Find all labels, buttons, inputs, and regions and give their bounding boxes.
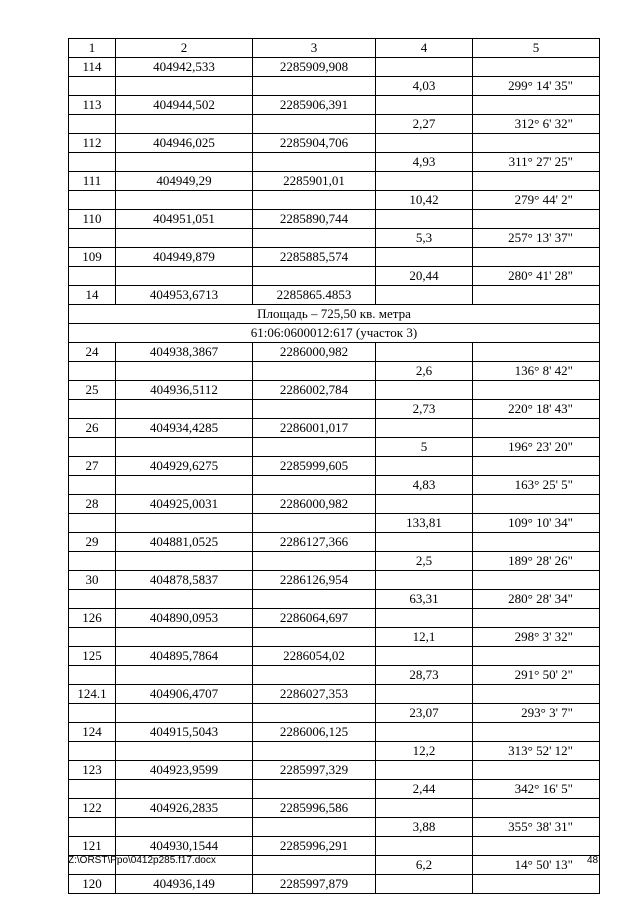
empty-cell (473, 875, 600, 894)
segment-direction-angle: 291° 50' 2" (473, 666, 600, 685)
empty-cell (116, 400, 253, 419)
empty-cell (116, 628, 253, 647)
segment-row (69, 362, 600, 381)
empty-cell (253, 818, 376, 837)
empty-cell (116, 476, 253, 495)
coordinate-x: 404923,9599 (116, 761, 253, 780)
segment-direction-angle: 313° 52' 12" (473, 742, 600, 761)
coordinate-x: 404949,29 (116, 172, 253, 191)
column-header-4: 4 (376, 39, 473, 58)
empty-cell (116, 742, 253, 761)
segment-direction-angle: 196° 23' 20" (473, 438, 600, 457)
segment-length: 10,42 (376, 191, 473, 210)
point-row (69, 723, 600, 742)
empty-cell (69, 552, 116, 571)
empty-cell (376, 172, 473, 191)
segment-row (69, 77, 600, 96)
coordinate-y: 2286002,784 (253, 381, 376, 400)
empty-cell (473, 799, 600, 818)
coordinate-x: 404936,5112 (116, 381, 253, 400)
coordinate-x: 404926,2835 (116, 799, 253, 818)
coordinate-y: 2285997,879 (253, 875, 376, 894)
point-row (69, 343, 600, 362)
empty-cell (473, 533, 600, 552)
segment-row (69, 780, 600, 799)
empty-cell (116, 153, 253, 172)
empty-cell (473, 647, 600, 666)
coordinate-x: 404881,0525 (116, 533, 253, 552)
coordinate-x: 404951,051 (116, 210, 253, 229)
coordinates-table-body (69, 39, 600, 894)
segment-direction-angle: 257° 13' 37" (473, 229, 600, 248)
segment-length: 23,07 (376, 704, 473, 723)
point-number: 24 (69, 343, 116, 362)
empty-cell (376, 609, 473, 628)
empty-cell (376, 96, 473, 115)
segment-direction-angle: 189° 28' 26" (473, 552, 600, 571)
point-number: 114 (69, 58, 116, 77)
empty-cell (253, 77, 376, 96)
point-row (69, 799, 600, 818)
segment-row (69, 400, 600, 419)
coordinate-x: 404925,0031 (116, 495, 253, 514)
empty-cell (69, 153, 116, 172)
point-number: 14 (69, 286, 116, 305)
segment-length: 2,44 (376, 780, 473, 799)
segment-length: 4,93 (376, 153, 473, 172)
point-number: 111 (69, 172, 116, 191)
empty-cell (253, 115, 376, 134)
segment-length: 28,73 (376, 666, 473, 685)
column-header-5: 5 (473, 39, 600, 58)
point-row (69, 58, 600, 77)
coordinate-y: 2286127,366 (253, 533, 376, 552)
empty-cell (253, 552, 376, 571)
empty-cell (473, 286, 600, 305)
empty-cell (376, 571, 473, 590)
coordinate-x: 404953,6713 (116, 286, 253, 305)
coordinate-y: 2286001,017 (253, 419, 376, 438)
empty-cell (253, 628, 376, 647)
empty-cell (253, 191, 376, 210)
empty-cell (253, 362, 376, 381)
coordinate-x: 404890,0953 (116, 609, 253, 628)
segment-length: 4,83 (376, 476, 473, 495)
empty-cell (253, 438, 376, 457)
empty-cell (69, 818, 116, 837)
coordinate-y: 2286000,982 (253, 495, 376, 514)
coordinate-y: 2285999,605 (253, 457, 376, 476)
segment-length: 4,03 (376, 77, 473, 96)
segment-length: 63,31 (376, 590, 473, 609)
segment-length: 2,27 (376, 115, 473, 134)
segment-length: 6,2 (376, 856, 473, 875)
coordinate-x: 404915,5043 (116, 723, 253, 742)
point-row (69, 761, 600, 780)
empty-cell (116, 115, 253, 134)
table-header-row (69, 39, 600, 58)
empty-cell (376, 248, 473, 267)
empty-cell (116, 267, 253, 286)
section-heading-row (69, 324, 600, 343)
segment-row (69, 704, 600, 723)
point-row (69, 381, 600, 400)
segment-row (69, 666, 600, 685)
segment-direction-angle: 279° 44' 2" (473, 191, 600, 210)
point-number: 26 (69, 419, 116, 438)
empty-cell (69, 267, 116, 286)
footer-file-path: Z:\ORST\Ppo\0412p285.f17.docx (68, 855, 216, 866)
point-number: 109 (69, 248, 116, 267)
empty-cell (116, 552, 253, 571)
empty-cell (69, 666, 116, 685)
coordinate-y: 2286006,125 (253, 723, 376, 742)
segment-direction-angle: 220° 18' 43" (473, 400, 600, 419)
coordinate-y: 2286054,02 (253, 647, 376, 666)
segment-row (69, 628, 600, 647)
segment-direction-angle: 312° 6' 32" (473, 115, 600, 134)
point-row (69, 96, 600, 115)
empty-cell (376, 286, 473, 305)
segment-direction-angle: 355° 38' 31" (473, 818, 600, 837)
segment-length: 20,44 (376, 267, 473, 286)
segment-row (69, 438, 600, 457)
empty-cell (69, 362, 116, 381)
point-number: 120 (69, 875, 116, 894)
coordinate-x: 404946,025 (116, 134, 253, 153)
segment-length: 2,5 (376, 552, 473, 571)
segment-direction-angle: 299° 14' 35" (473, 77, 600, 96)
point-row (69, 457, 600, 476)
empty-cell (116, 780, 253, 799)
coordinate-x: 404944,502 (116, 96, 253, 115)
empty-cell (473, 419, 600, 438)
coordinate-y: 2285997,329 (253, 761, 376, 780)
coordinate-y: 2286064,697 (253, 609, 376, 628)
empty-cell (69, 780, 116, 799)
coordinate-y: 2285906,391 (253, 96, 376, 115)
empty-cell (473, 495, 600, 514)
point-number: 124 (69, 723, 116, 742)
segment-row (69, 590, 600, 609)
segment-direction-angle: 311° 27' 25" (473, 153, 600, 172)
point-row (69, 571, 600, 590)
empty-cell (473, 210, 600, 229)
segment-direction-angle: 280° 28' 34" (473, 590, 600, 609)
point-number: 125 (69, 647, 116, 666)
segment-row (69, 229, 600, 248)
point-row (69, 609, 600, 628)
empty-cell (253, 590, 376, 609)
empty-cell (69, 229, 116, 248)
empty-cell (376, 875, 473, 894)
point-row (69, 419, 600, 438)
column-header-3: 3 (253, 39, 376, 58)
empty-cell (473, 96, 600, 115)
coordinate-x: 404878,5837 (116, 571, 253, 590)
coordinate-y: 2285885,574 (253, 248, 376, 267)
empty-cell (376, 457, 473, 476)
coordinate-x: 404938,3867 (116, 343, 253, 362)
empty-cell (253, 704, 376, 723)
coordinate-x: 404936,149 (116, 875, 253, 894)
empty-cell (376, 419, 473, 438)
coordinate-y: 2285865.4853 (253, 286, 376, 305)
segment-row (69, 267, 600, 286)
coordinate-y: 2285996,586 (253, 799, 376, 818)
empty-cell (376, 533, 473, 552)
empty-cell (116, 590, 253, 609)
segment-length: 2,6 (376, 362, 473, 381)
empty-cell (69, 476, 116, 495)
segment-length: 2,73 (376, 400, 473, 419)
empty-cell (376, 495, 473, 514)
coordinate-x: 404895,7864 (116, 647, 253, 666)
empty-cell (473, 134, 600, 153)
segment-direction-angle: 342° 16' 5" (473, 780, 600, 799)
coordinate-y: 2285904,706 (253, 134, 376, 153)
column-header-2: 2 (116, 39, 253, 58)
point-number: 28 (69, 495, 116, 514)
empty-cell (69, 514, 116, 533)
point-number: 126 (69, 609, 116, 628)
segment-length: 5,3 (376, 229, 473, 248)
coordinate-x: 404906,4707 (116, 685, 253, 704)
empty-cell (116, 666, 253, 685)
segment-length: 12,1 (376, 628, 473, 647)
empty-cell (376, 58, 473, 77)
empty-cell (69, 628, 116, 647)
segment-direction-angle: 298° 3' 32" (473, 628, 600, 647)
empty-cell (473, 685, 600, 704)
empty-cell (376, 837, 473, 856)
empty-cell (376, 134, 473, 153)
point-number: 110 (69, 210, 116, 229)
segment-length: 5 (376, 438, 473, 457)
empty-cell (473, 381, 600, 400)
empty-cell (69, 77, 116, 96)
empty-cell (473, 172, 600, 191)
point-row (69, 533, 600, 552)
empty-cell (376, 381, 473, 400)
coordinate-y: 2286000,982 (253, 343, 376, 362)
section-heading: 61:06:0600012:617 (участок 3) (69, 324, 600, 343)
point-row (69, 685, 600, 704)
point-row (69, 286, 600, 305)
empty-cell (116, 438, 253, 457)
empty-cell (473, 58, 600, 77)
segment-row (69, 514, 600, 533)
empty-cell (253, 400, 376, 419)
segment-length: 3,88 (376, 818, 473, 837)
empty-cell (253, 267, 376, 286)
segment-row (69, 742, 600, 761)
point-row (69, 172, 600, 191)
empty-cell (253, 856, 376, 875)
coordinate-y: 2286126,954 (253, 571, 376, 590)
segment-length: 12,2 (376, 742, 473, 761)
empty-cell (376, 647, 473, 666)
segment-row (69, 115, 600, 134)
point-number: 27 (69, 457, 116, 476)
empty-cell (69, 438, 116, 457)
empty-cell (473, 837, 600, 856)
point-row (69, 134, 600, 153)
empty-cell (473, 609, 600, 628)
coordinate-x: 404929,6275 (116, 457, 253, 476)
coordinates-table (68, 38, 600, 894)
segment-length: 133,81 (376, 514, 473, 533)
footer-page-number: 48 (587, 855, 599, 866)
empty-cell (69, 590, 116, 609)
segment-direction-angle: 14° 50' 13" (473, 856, 600, 875)
empty-cell (69, 191, 116, 210)
point-row (69, 875, 600, 894)
point-number: 112 (69, 134, 116, 153)
empty-cell (376, 343, 473, 362)
empty-cell (253, 514, 376, 533)
segment-direction-angle: 163° 25' 5" (473, 476, 600, 495)
point-number: 30 (69, 571, 116, 590)
empty-cell (116, 362, 253, 381)
empty-cell (253, 780, 376, 799)
column-header-1: 1 (69, 39, 116, 58)
empty-cell (116, 191, 253, 210)
empty-cell (473, 343, 600, 362)
section-heading: Площадь – 725,50 кв. метра (69, 305, 600, 324)
empty-cell (253, 666, 376, 685)
segment-row (69, 552, 600, 571)
coordinate-y: 2285890,744 (253, 210, 376, 229)
point-number: 123 (69, 761, 116, 780)
point-row (69, 248, 600, 267)
empty-cell (376, 761, 473, 780)
point-number: 122 (69, 799, 116, 818)
empty-cell (253, 153, 376, 172)
empty-cell (69, 742, 116, 761)
empty-cell (253, 476, 376, 495)
coordinate-y: 2285996,291 (253, 837, 376, 856)
empty-cell (116, 818, 253, 837)
empty-cell (116, 704, 253, 723)
empty-cell (376, 210, 473, 229)
point-number: 121 (69, 837, 116, 856)
coordinate-x: 404949,879 (116, 248, 253, 267)
empty-cell (116, 229, 253, 248)
point-number: 124.1 (69, 685, 116, 704)
empty-cell (473, 571, 600, 590)
empty-cell (69, 704, 116, 723)
segment-direction-angle: 280° 41' 28" (473, 267, 600, 286)
empty-cell (473, 723, 600, 742)
point-number: 25 (69, 381, 116, 400)
point-number: 29 (69, 533, 116, 552)
coordinate-x: 404942,533 (116, 58, 253, 77)
segment-row (69, 476, 600, 495)
segment-direction-angle: 136° 8' 42" (473, 362, 600, 381)
coordinate-y: 2285901,01 (253, 172, 376, 191)
segment-row (69, 191, 600, 210)
empty-cell (116, 514, 253, 533)
section-heading-row (69, 305, 600, 324)
point-row (69, 837, 600, 856)
segment-row (69, 153, 600, 172)
empty-cell (473, 248, 600, 267)
coordinate-y: 2285909,908 (253, 58, 376, 77)
empty-cell (69, 115, 116, 134)
coordinate-x: 404934,4285 (116, 419, 253, 438)
coordinate-x: 404930,1544 (116, 837, 253, 856)
empty-cell (116, 77, 253, 96)
point-row (69, 495, 600, 514)
empty-cell (253, 229, 376, 248)
empty-cell (473, 761, 600, 780)
point-number: 113 (69, 96, 116, 115)
point-row (69, 210, 600, 229)
point-row (69, 647, 600, 666)
segment-row (69, 818, 600, 837)
empty-cell (253, 742, 376, 761)
empty-cell (376, 685, 473, 704)
empty-cell (69, 400, 116, 419)
empty-cell (376, 799, 473, 818)
empty-cell (473, 457, 600, 476)
segment-direction-angle: 293° 3' 7" (473, 704, 600, 723)
empty-cell (376, 723, 473, 742)
segment-direction-angle: 109° 10' 34" (473, 514, 600, 533)
coordinate-y: 2286027,353 (253, 685, 376, 704)
